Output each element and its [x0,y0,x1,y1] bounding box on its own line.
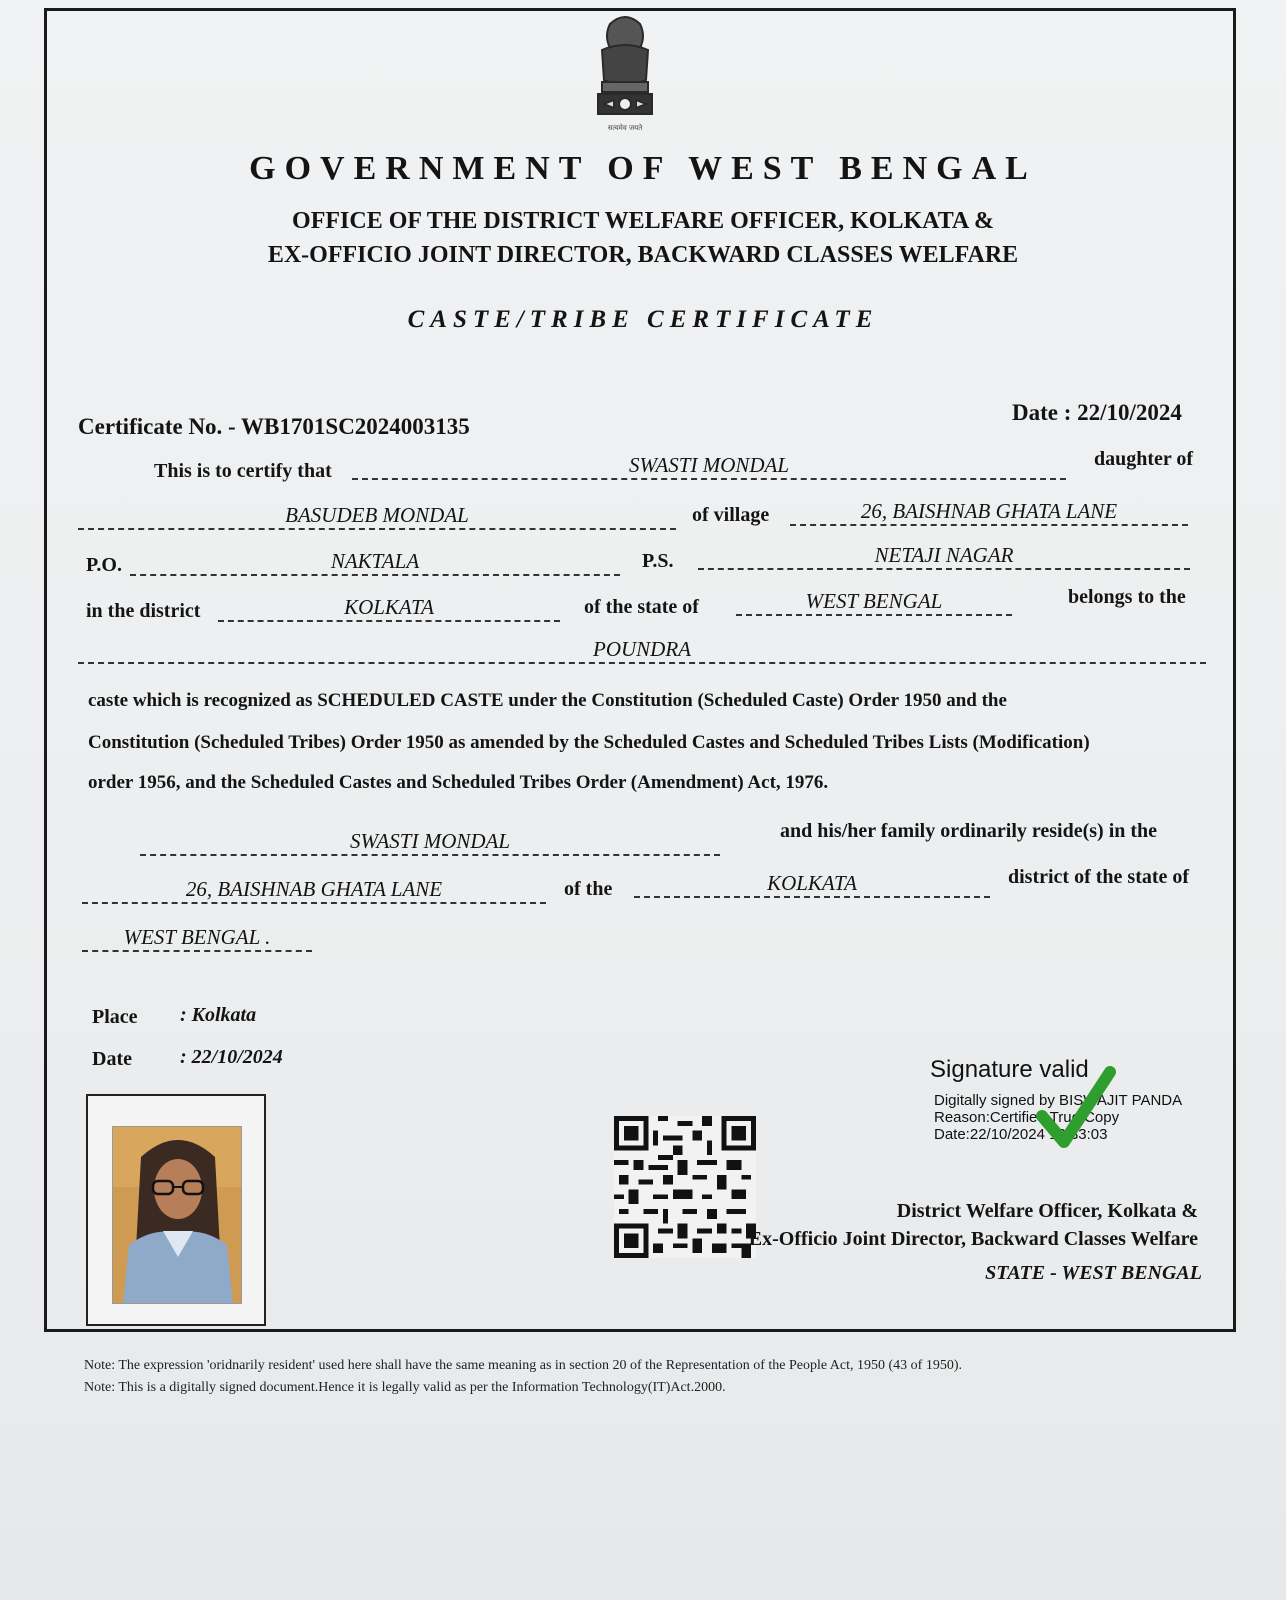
officer-line-3: STATE - WEST BENGAL [985,1262,1202,1284]
resident-address-field: 26, BAISHNAB GHATA LANE [82,876,546,904]
ps-label: P.S. [642,550,674,572]
signed-by-text: Digitally signed by BISWAJIT PANDA [934,1092,1183,1109]
district-field: KOLKATA [218,594,560,622]
paragraph-line-3: order 1956, and the Scheduled Castes and Scheduled Tribes Order (Amendment) Act, 1976. [88,772,829,793]
belongs-label: belongs to the [1068,586,1186,608]
resident-district-field: KOLKATA [634,870,990,898]
emblem-caption: सत्यमेव जयते [607,124,643,132]
village-field: 26, BAISHNAB GHATA LANE [790,498,1188,526]
daughter-of-label: daughter of [1094,448,1194,470]
reason-text: Reason:Certified True Copy [934,1109,1120,1126]
person-name-field: SWASTI MONDAL [352,452,1066,480]
date-label: Date [92,1048,132,1070]
district-state-label: district of the state of [1008,866,1190,888]
national-emblem-icon [590,10,660,134]
ps-field: NETAJI NAGAR [698,542,1190,570]
caste-field: POUNDRA [78,636,1206,664]
of-the-label: of the [564,878,613,900]
po-label: P.O. [86,554,122,576]
paragraph-line-2: Constitution (Scheduled Tribes) Order 1950 as amended by the Scheduled Castes and Scheduled Tribes Lists (Modification) [88,732,1090,753]
certify-label: This is to certify that [154,460,332,482]
state-field: WEST BENGAL [736,588,1012,616]
note-1: Note: The expression 'oridnarily resident' used here shall have the same meaning as in section 20 of the Representation of the People Act, 1950 (43 of 1950). [84,1358,963,1373]
father-name-field: BASUDEB MONDAL [78,502,676,530]
certificate-date: Date : 22/10/2024 [1012,400,1182,425]
checkmark-icon [1036,1066,1116,1150]
officer-line-1: District Welfare Officer, Kolkata & [896,1200,1198,1222]
sign-date-text: Date:22/10/2024 12:33:03 [934,1126,1108,1143]
government-title: GOVERNMENT OF WEST BENGAL [249,150,1037,187]
officer-line-2: Ex-Officio Joint Director, Backward Classes Welfare [748,1228,1198,1250]
certificate-number: Certificate No. - WB1701SC2024003135 [78,414,470,439]
place-label: Place [92,1006,138,1028]
place-value: : Kolkata [180,1004,257,1026]
resident-state-field: WEST BENGAL . [82,924,312,952]
po-field: NAKTALA [130,548,620,576]
photo-frame [86,1094,266,1326]
certificate-title: CASTE/TRIBE CERTIFICATE [407,306,879,333]
paragraph-line-1: caste which is recognized as SCHEDULED CASTE under the Constitution (Scheduled Caste) Order 1950 and the [88,690,1007,711]
reside-label: and his/her family ordinarily reside(s) in the [780,820,1158,842]
qr-code[interactable] [614,1116,756,1258]
note-2: Note: This is a digitally signed document.Hence it is legally valid as per the Information Technology(IT)Act.2000. [84,1380,726,1395]
village-label: of village [692,504,770,526]
office-line-2: EX-OFFICIO JOINT DIRECTOR, BACKWARD CLASSES WELFARE [267,242,1019,268]
office-line-1: OFFICE OF THE DISTRICT WELFARE OFFICER, KOLKATA & [292,208,994,234]
date-value: : 22/10/2024 [180,1046,283,1068]
district-label: in the district [86,600,201,622]
applicant-photo [112,1126,242,1304]
signature-valid-label: Signature valid [930,1056,1089,1083]
resident-name-field: SWASTI MONDAL [140,828,720,856]
state-label: of the state of [584,596,699,618]
